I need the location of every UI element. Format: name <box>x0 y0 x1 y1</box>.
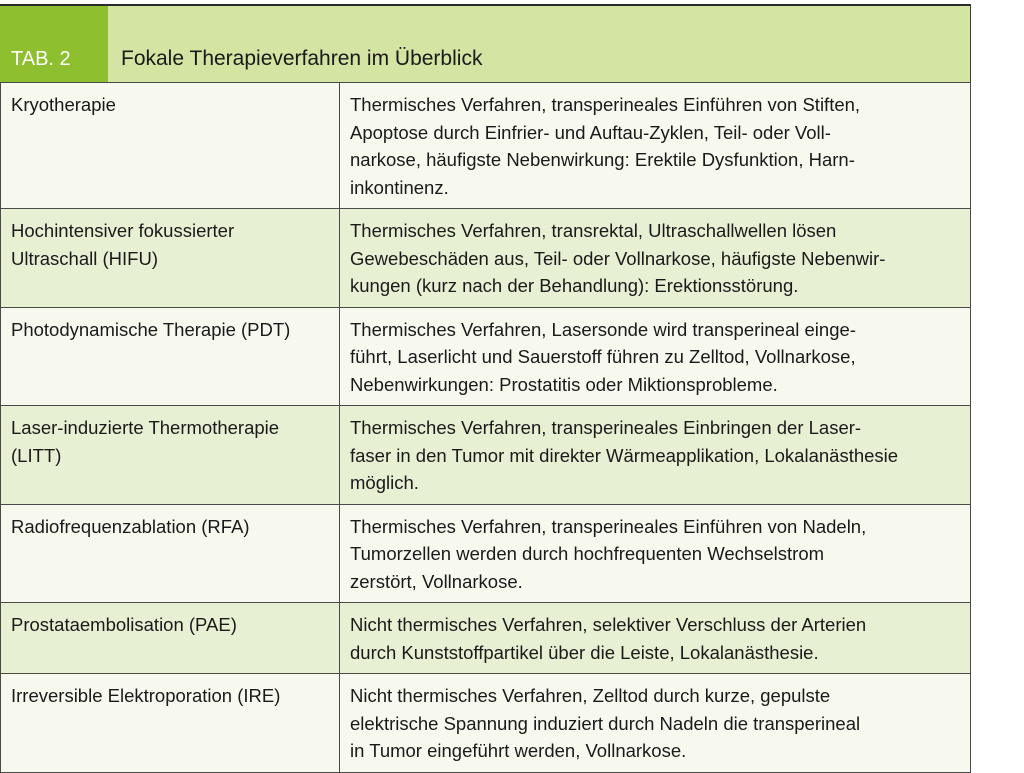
therapy-description-line: Gewebeschäden aus, Teil- oder Vollnarkose, häufigste Nebenwir- <box>350 247 886 269</box>
therapy-description-line: Thermisches Verfahren, transperineales Einbringen der Laser- <box>350 417 862 438</box>
therapy-name-line: Hochintensiver fokussierter <box>11 220 235 241</box>
therapy-description-line: Tumorzellen werden durch hochfrequenten Wechselstrom <box>350 543 825 564</box>
therapy-description-line: kungen (kurz nach der Behandlung): Erektionsstörung. <box>350 275 799 296</box>
therapy-description-line: narkose, häufigste Nebenwirkung: Erektile Dysfunktion, Harn- <box>350 149 855 170</box>
therapy-description-line: Thermisches Verfahren, Lasersonde wird transperineal einge- <box>350 318 856 340</box>
therapy-name-cell <box>1 674 340 773</box>
therapy-name-line: Radiofrequenzablation (RFA) <box>11 515 250 537</box>
table-row <box>1 406 971 505</box>
therapy-name-line: Laser-induzierte Thermotherapie <box>11 417 280 438</box>
table-row <box>1 603 971 674</box>
therapy-description-line: inkontinenz. <box>350 176 449 198</box>
therapy-name-line: Prostataembolisation (PAE) <box>11 614 237 635</box>
therapy-description-line: elektrische Spannung induziert durch Nadeln die transperineal <box>350 712 861 734</box>
table-title: Fokale Therapieverfahren im Überblick <box>121 47 483 70</box>
therapy-table <box>0 4 971 773</box>
table-row <box>1 209 971 308</box>
therapy-description-cell <box>340 406 971 505</box>
therapy-description-line: faser in den Tumor mit direkter Wärmeapplikation, Lokalanästhesie <box>350 444 899 466</box>
therapy-description-cell <box>340 83 971 209</box>
therapy-name-cell <box>1 504 340 603</box>
therapy-description-line: führt, Laserlicht und Sauerstoff führen zu Zelltod, Vollnarkose, <box>350 346 856 367</box>
table-header <box>0 4 971 82</box>
therapy-description-line: Apoptose durch Einfrier- und Auftau-Zyklen, Teil- oder Voll- <box>350 121 831 143</box>
therapy-description-line: durch Kunststoffpartikel über die Leiste, Lokalanästhesie. <box>350 641 819 663</box>
table-body <box>1 83 971 773</box>
table-row <box>1 504 971 603</box>
therapy-description-line: in Tumor eingeführt werden, Vollnarkose. <box>350 740 687 761</box>
therapy-name-cell <box>1 406 340 505</box>
therapy-name-cell <box>1 307 340 406</box>
therapy-grid <box>0 82 971 773</box>
therapy-description-cell <box>340 603 971 674</box>
therapy-description-line: Nicht thermisches Verfahren, Zelltod durch kurze, gepulste <box>350 685 831 706</box>
therapy-description-cell <box>340 674 971 773</box>
therapy-name-line: (LITT) <box>11 444 62 466</box>
therapy-name-cell <box>1 209 340 308</box>
therapy-description-line: Thermisches Verfahren, transperineales Einführen von Stiften, <box>350 94 861 115</box>
therapy-description-line: möglich. <box>350 472 419 493</box>
therapy-name-line: Ultraschall (HIFU) <box>11 247 158 269</box>
therapy-description-line: zerstört, Vollnarkose. <box>350 570 523 592</box>
therapy-description-line: Nebenwirkungen: Prostatitis oder Miktionsprobleme. <box>350 373 778 395</box>
therapy-description-line: Nicht thermisches Verfahren, selektiver Verschluss der Arterien <box>350 614 867 635</box>
therapy-name-cell <box>1 603 340 674</box>
therapy-description-cell <box>340 307 971 406</box>
therapy-description-line: Thermisches Verfahren, transperineales Einführen von Nadeln, <box>350 515 867 537</box>
table-number-label: TAB. 2 <box>0 6 108 82</box>
table-row <box>1 307 971 406</box>
therapy-description-line: Thermisches Verfahren, transrektal, Ultraschallwellen lösen <box>350 220 837 241</box>
table-row <box>1 83 971 209</box>
table-row <box>1 674 971 773</box>
therapy-name-line: Kryotherapie <box>11 94 116 115</box>
therapy-description-cell <box>340 209 971 308</box>
therapy-name-line: Photodynamische Therapie (PDT) <box>11 318 291 340</box>
therapy-name-cell <box>1 83 340 209</box>
therapy-name-line: Irreversible Elektroporation (IRE) <box>11 685 281 706</box>
therapy-description-cell <box>340 504 971 603</box>
